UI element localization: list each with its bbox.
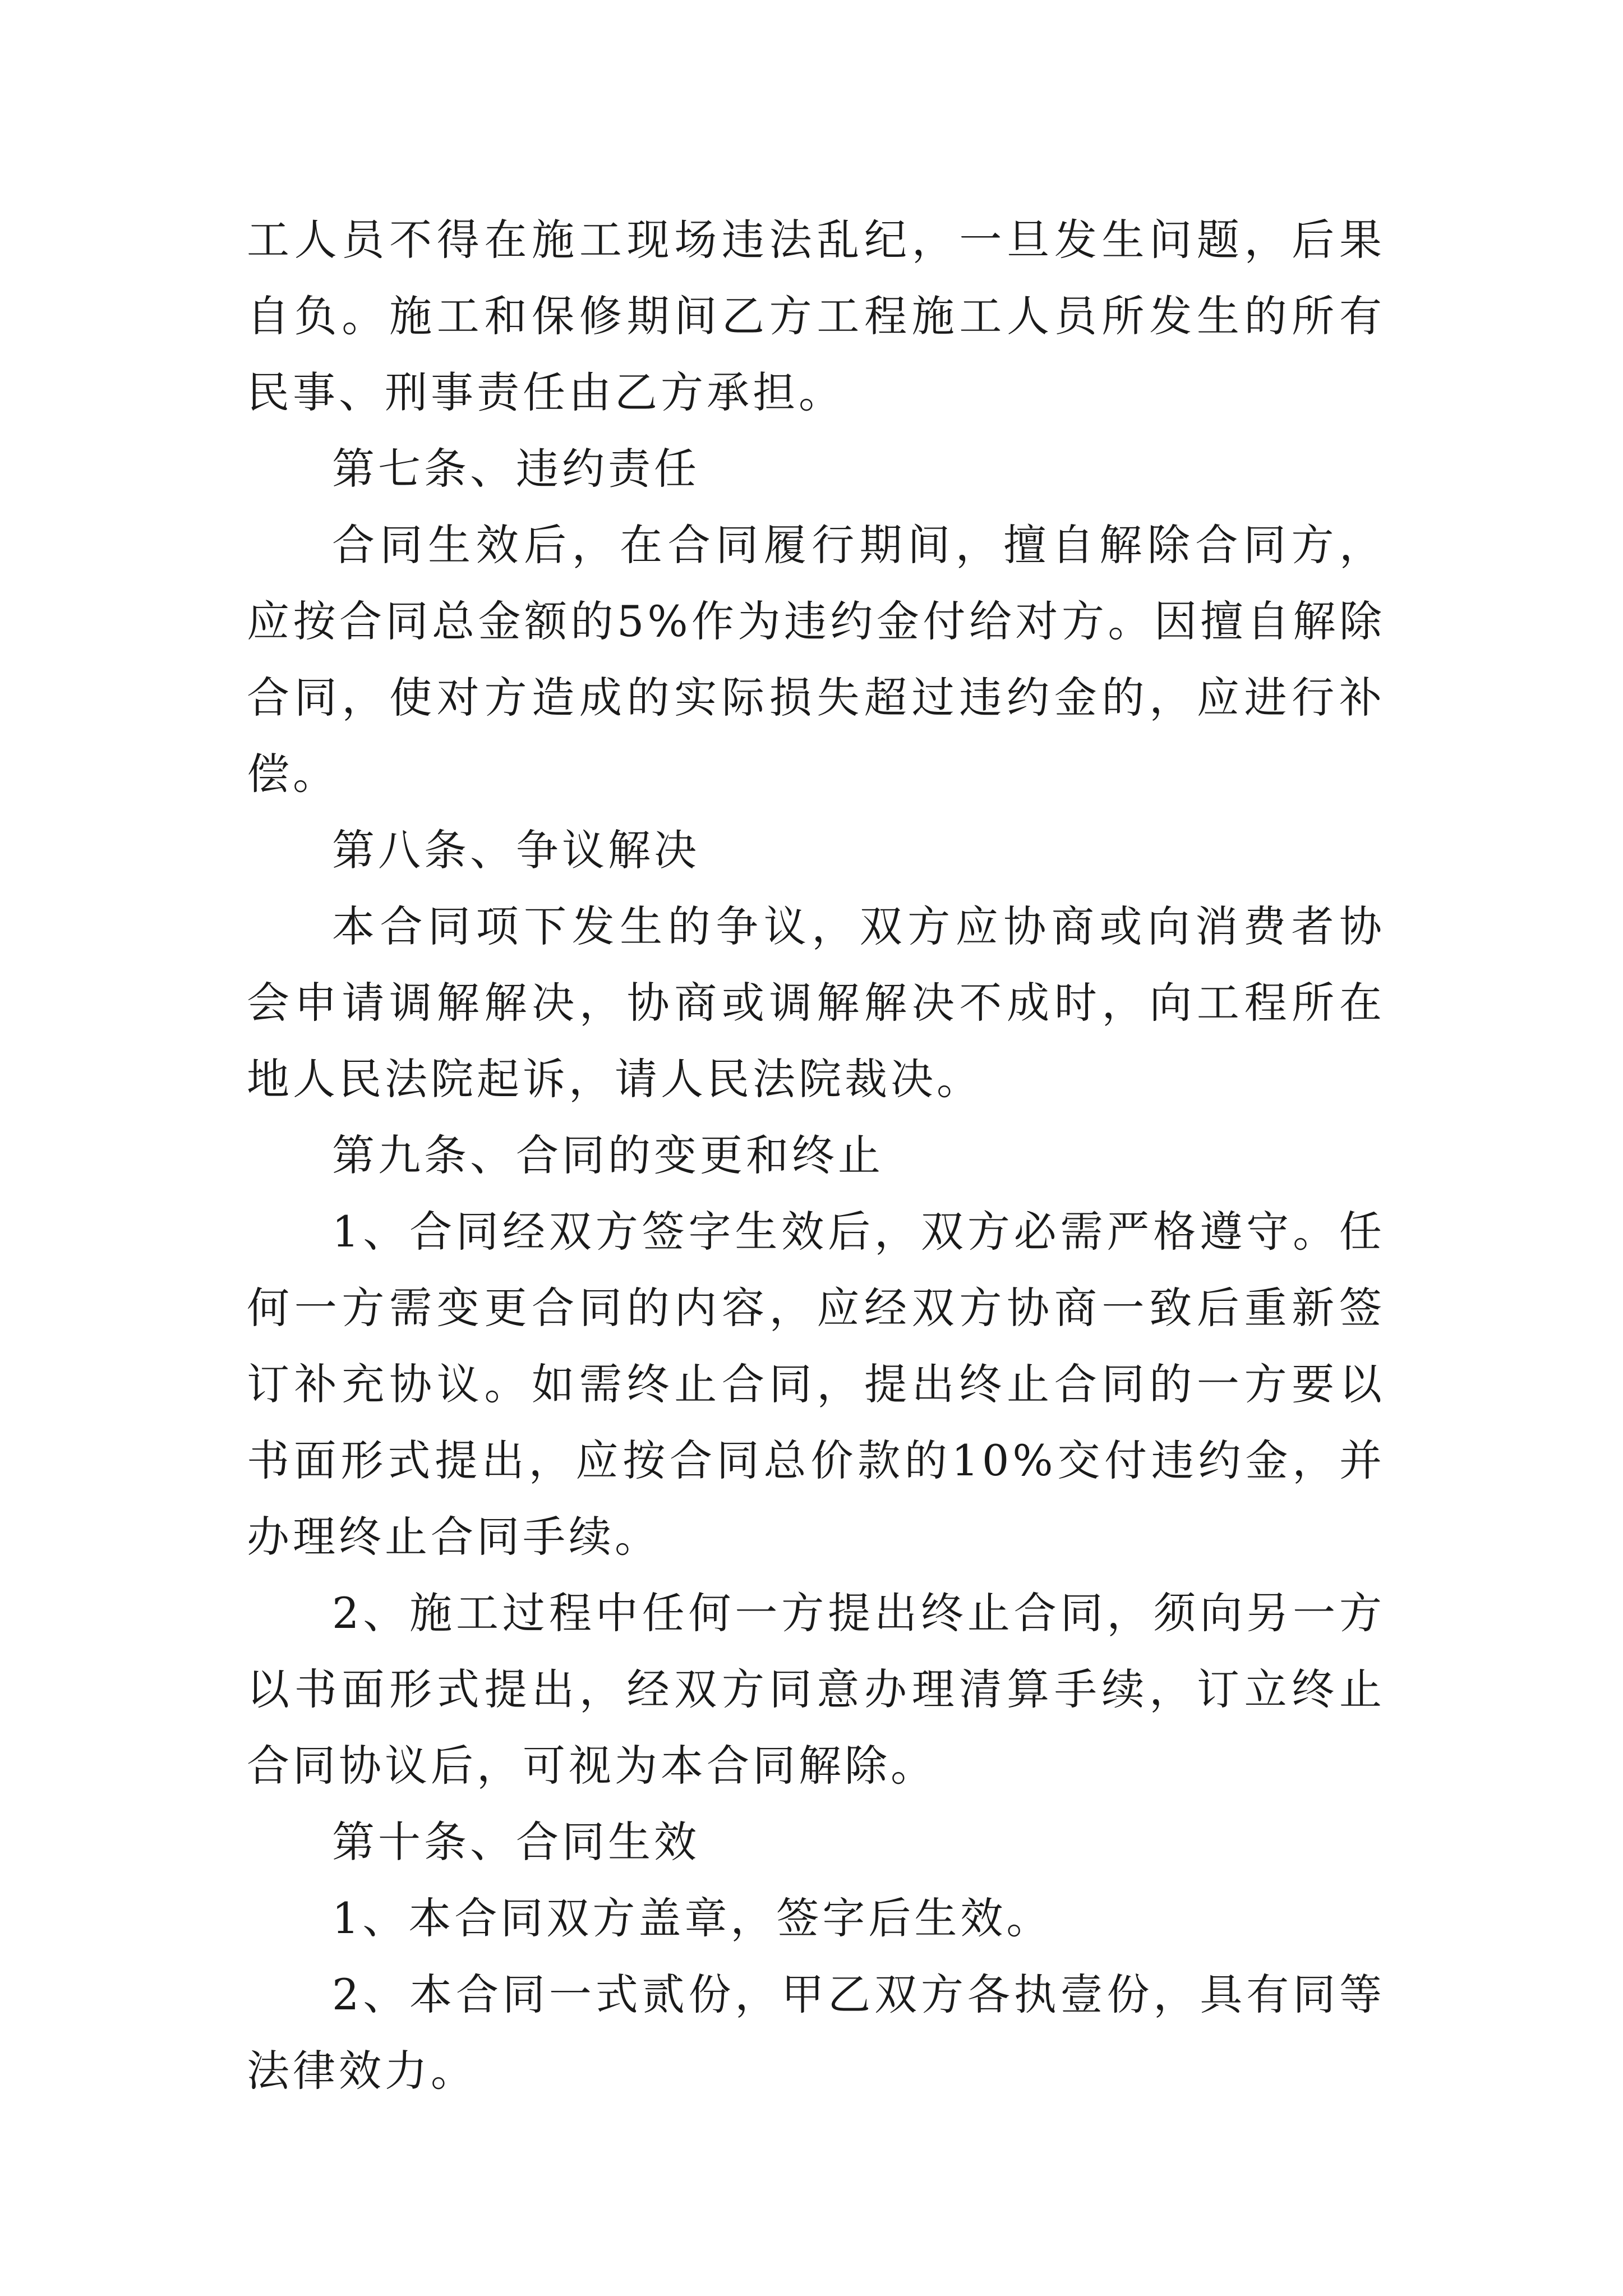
article-9-clause-2: 2、施工过程中任何一方提出终止合同，须向另一方以书面形式提出，经双方同意办理清算手续，订立终止合同协议后，可视为本合同解除。 xyxy=(247,1588,1385,1791)
article-9-clause-1: 1、合同经双方签字生效后，双方必需严格遵守。任何一方需变更合同的内容，应经双方协商一致后重新签订补充协议。如需终止合同，提出终止合同的一方要以书面形式提出，应按合同总价款的10%交付违约金，并办理终止合同手续。 xyxy=(247,1207,1385,1562)
document-body xyxy=(247,202,1385,2109)
article-9-heading: 第九条、合同的变更和终止 xyxy=(332,1130,884,1180)
article-7-heading: 第七条、违约责任 xyxy=(332,444,700,494)
paragraph-continuation: 工人员不得在施工现场违法乱纪，一旦发生问题，后果自负。施工和保修期间乙方工程施工人员所发生的所有民事、刑事责任由乙方承担。 xyxy=(247,215,1385,417)
article-7-body: 合同生效后，在合同履行期间，擅自解除合同方，应按合同总金额的5%作为违约金付给对方。因擅自解除合同，使对方造成的实际损失超过违约金的，应进行补偿。 xyxy=(247,520,1385,799)
article-10-heading: 第十条、合同生效 xyxy=(332,1817,700,1867)
article-10-clause-1: 1、本合同双方盖章，签字后生效。 xyxy=(332,1893,1053,1943)
article-8-heading: 第八条、争议解决 xyxy=(332,825,700,875)
article-10-clause-2: 2、本合同一式贰份，甲乙双方各执壹份，具有同等法律效力。 xyxy=(247,1970,1385,2096)
article-8-body: 本合同项下发生的争议，双方应协商或向消费者协会申请调解解决，协商或调解解决不成时，向工程所在地人民法院起诉，请人民法院裁决。 xyxy=(247,901,1385,1104)
